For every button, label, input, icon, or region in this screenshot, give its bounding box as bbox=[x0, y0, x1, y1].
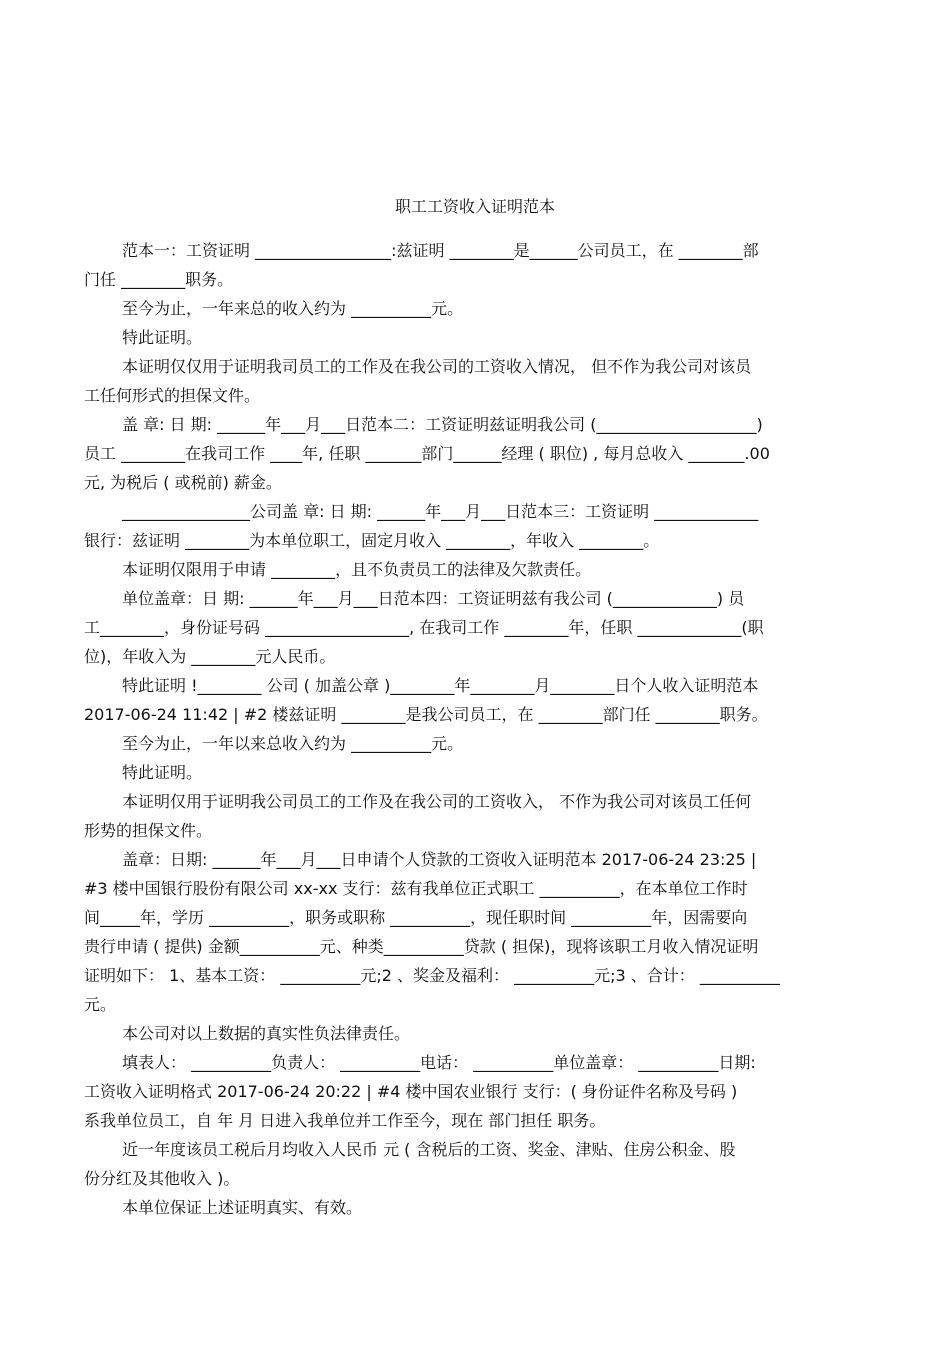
text-line: 位)，年收入为 ________元人民币。 bbox=[84, 647, 336, 666]
text-line: 系我单位员工，自 年 月 日进入我单位并工作至今，现在 部门担任 职务。 bbox=[84, 1111, 606, 1130]
text-line: 范本一：工资证明 _________________:兹证明 ________是______公司员工，在 ________部 bbox=[122, 241, 759, 260]
document-body bbox=[84, 236, 874, 1222]
text-line: 2017-06-24 11:42 | #2 楼兹证明 ________是我公司员工，在 ________部门任 ________职务。 bbox=[84, 705, 768, 724]
text-line: 盖 章: 日 期: ______年___月___日范本二：工资证明兹证明我公司 (____________________) bbox=[122, 415, 763, 434]
text-line: 单位盖章：日 期: ______年___月___日范本四：工资证明兹有我公司 (_____________) 员 bbox=[122, 589, 745, 608]
text-line: 近一年度该员工税后月均收入人民币 元 ( 含税后的工资、奖金、津贴、住房公积金、股 bbox=[122, 1140, 736, 1159]
text-line: ________________公司盖 章: 日 期: ______年___月___日范本三：工资证明 _____________ bbox=[122, 502, 759, 521]
text-line: 特此证明。 bbox=[122, 328, 203, 347]
text-line: 员工 ________在我司工作 ____年, 任职 _______部门______经理 ( 职位) , 每月总收入 _______.00 bbox=[84, 444, 770, 463]
text-line: 工任何形式的担保文件。 bbox=[84, 386, 261, 405]
text-line: 贵行申请 ( 提供) 金额__________元、种类__________贷款 ( 担保)，现将该职工月收入情况证明 bbox=[84, 937, 759, 956]
text-line: 工资收入证明格式 2017-06-24 20:22 | #4 楼中国农业银行 支行：( 身份证件名称及号码 ) bbox=[84, 1082, 738, 1101]
text-line: 特此证明。 bbox=[122, 763, 203, 782]
text-line: 银行：兹证明 ________为本单位职工，固定月收入 ________，年收入 ________。 bbox=[84, 531, 660, 550]
text-line: 元, 为税后 ( 或税前) 薪金。 bbox=[84, 473, 282, 492]
text-line: 工________，身份证号码 __________________, 在我司工作 ________年，任职 _____________(职 bbox=[84, 618, 764, 637]
text-line: 本公司对以上数据的真实性负法律责任。 bbox=[122, 1024, 411, 1043]
text-line: 本证明仅限用于申请 ________，且不负责员工的法律及欠款责任。 bbox=[122, 560, 592, 579]
text-line: 本证明仅仅用于证明我司员工的工作及在我公司的工资收入情况， 但不作为我公司对该员 bbox=[122, 357, 752, 376]
text-line: 门任 ________职务。 bbox=[84, 270, 234, 289]
text-line: 至今为止，一年来总的收入约为 __________元。 bbox=[122, 299, 464, 318]
document-title: 职工工资收入证明范本 bbox=[394, 197, 555, 216]
text-line: 本单位保证上述证明真实、有效。 bbox=[122, 1198, 363, 1217]
text-line: 份分红及其他收入 )。 bbox=[84, 1169, 240, 1188]
text-line: 间_____年，学历 __________，职务或职称 __________，现任职时间 __________年，因需要向 bbox=[84, 908, 748, 927]
text-line: 形势的担保文件。 bbox=[84, 821, 213, 840]
text-line: 填表人： __________负责人： __________电话： __________单位盖章： __________日期: bbox=[122, 1053, 756, 1072]
text-line: 本证明仅用于证明我公司员工的工作及在我公司的工资收入， 不作为我公司对该员工任何 bbox=[122, 792, 752, 811]
text-line: 至今为止，一年以来总收入约为 __________元。 bbox=[122, 734, 464, 753]
text-line: 特此证明 !________ 公司 ( 加盖公章 )________年________月________日个人收入证明范本 bbox=[122, 676, 759, 695]
text-line: 元。 bbox=[84, 995, 117, 1014]
text-line: 证明如下： 1、基本工资： __________元;2 、奖金及福利： __________元;3 、合计： __________ bbox=[84, 966, 780, 985]
text-line: #3 楼中国银行股份有限公司 xx-xx 支行：兹有我单位正式职工 __________，在本单位工作时 bbox=[84, 879, 748, 898]
text-line: 盖章：日期: ______年___月___日申请个人贷款的工资收入证明范本 2017-06-24 23:25 | bbox=[122, 850, 757, 869]
